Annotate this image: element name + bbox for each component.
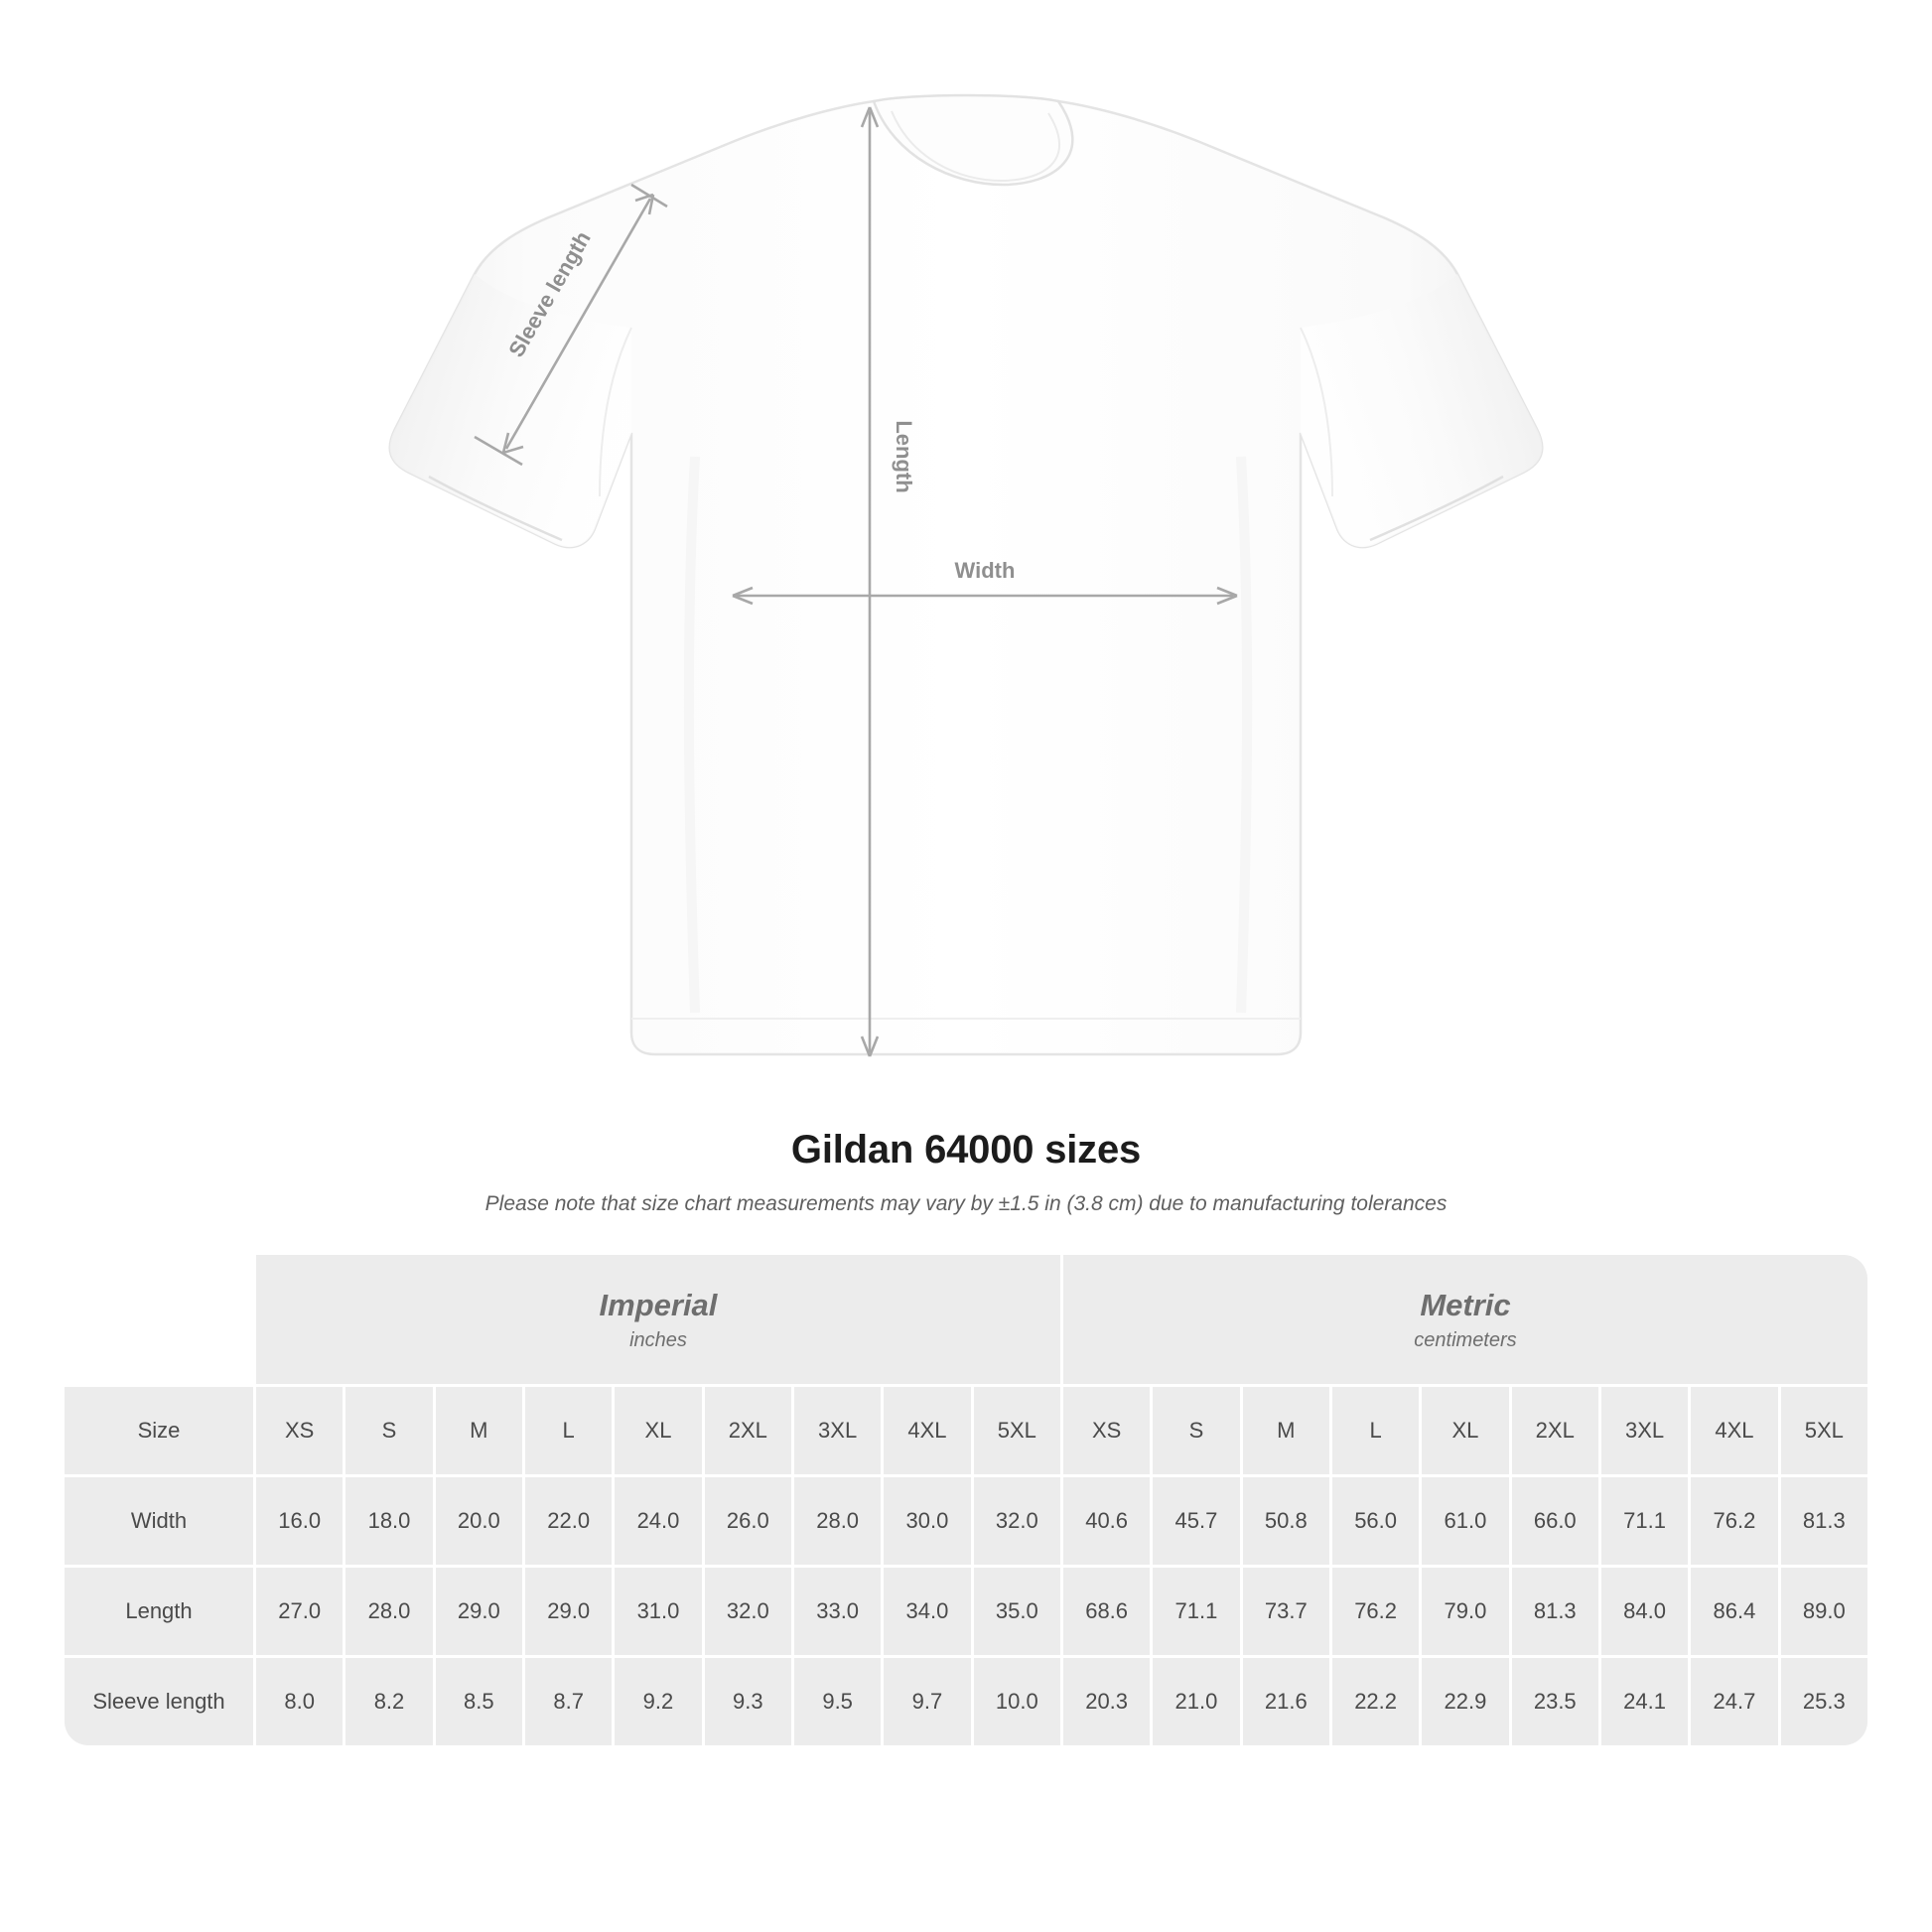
cell-value: 61.0 (1422, 1477, 1508, 1565)
page-title: Gildan 64000 sizes (790, 1128, 1142, 1172)
size-header-cell: XL (615, 1387, 701, 1474)
size-header-cell: 5XL (974, 1387, 1060, 1474)
cell-value: 79.0 (1422, 1568, 1508, 1655)
cell-value: 89.0 (1781, 1568, 1867, 1655)
cell-value: 81.3 (1781, 1477, 1867, 1565)
cell-value: 22.9 (1422, 1658, 1508, 1745)
cell-value: 9.7 (884, 1658, 970, 1745)
size-table (62, 1252, 1870, 1748)
size-header-row (65, 1387, 1867, 1474)
table-row (65, 1658, 1867, 1745)
cell-value: 24.1 (1601, 1658, 1688, 1745)
size-table-wrapper (62, 1252, 1870, 1748)
size-header-label: Size (65, 1387, 253, 1474)
table-row (65, 1568, 1867, 1655)
tolerance-note: Please note that size chart measurements may vary by ±1.5 in (3.8 cm) due to manufacturing tolerances (484, 1192, 1448, 1215)
cell-value: 16.0 (256, 1477, 343, 1565)
cell-value: 22.0 (525, 1477, 612, 1565)
cell-value: 26.0 (705, 1477, 791, 1565)
cell-value: 29.0 (436, 1568, 522, 1655)
size-header-cell: 4XL (884, 1387, 970, 1474)
cell-value: 32.0 (705, 1568, 791, 1655)
cell-value: 28.0 (794, 1477, 881, 1565)
cell-value: 31.0 (615, 1568, 701, 1655)
cell-value: 21.6 (1243, 1658, 1329, 1745)
table-row (65, 1477, 1867, 1565)
label-sleeve-length: Sleeve length (503, 226, 596, 361)
cell-value: 76.2 (1691, 1477, 1777, 1565)
unit-imperial-sub: inches (629, 1329, 687, 1352)
row-label-sleeve-length: Sleeve length (65, 1658, 253, 1745)
cell-value: 8.2 (345, 1658, 432, 1745)
cell-value: 84.0 (1601, 1568, 1688, 1655)
unit-imperial-label: Imperial (599, 1287, 718, 1322)
unit-metric-sub: centimeters (1414, 1329, 1517, 1352)
unit-group-imperial (256, 1255, 1060, 1384)
size-header-cell: L (1332, 1387, 1419, 1474)
cell-value: 45.7 (1153, 1477, 1239, 1565)
cell-value: 50.8 (1243, 1477, 1329, 1565)
cell-value: 68.6 (1063, 1568, 1150, 1655)
label-length: Length (892, 420, 916, 493)
cell-value: 28.0 (345, 1568, 432, 1655)
cell-value: 32.0 (974, 1477, 1060, 1565)
cell-value: 34.0 (884, 1568, 970, 1655)
size-header-cell: 3XL (794, 1387, 881, 1474)
row-label-width: Width (65, 1477, 253, 1565)
cell-value: 8.7 (525, 1658, 612, 1745)
title-block (0, 1128, 1932, 1216)
cell-value: 71.1 (1601, 1477, 1688, 1565)
cell-value: 29.0 (525, 1568, 612, 1655)
cell-value: 81.3 (1512, 1568, 1598, 1655)
size-header-cell: M (1243, 1387, 1329, 1474)
size-header-cell: 2XL (1512, 1387, 1598, 1474)
cell-value: 40.6 (1063, 1477, 1150, 1565)
size-header-cell: 2XL (705, 1387, 791, 1474)
cell-value: 71.1 (1153, 1568, 1239, 1655)
size-header-cell: S (1153, 1387, 1239, 1474)
cell-value: 27.0 (256, 1568, 343, 1655)
size-header-cell: 4XL (1691, 1387, 1777, 1474)
row-label-length: Length (65, 1568, 253, 1655)
size-header-cell: XL (1422, 1387, 1508, 1474)
size-header-cell: 3XL (1601, 1387, 1688, 1474)
corner-cell (65, 1255, 253, 1384)
size-header-cell: L (525, 1387, 612, 1474)
unit-header-row (65, 1255, 1867, 1384)
cell-value: 76.2 (1332, 1568, 1419, 1655)
cell-value: 21.0 (1153, 1658, 1239, 1745)
size-header-cell: 5XL (1781, 1387, 1867, 1474)
cell-value: 9.2 (615, 1658, 701, 1745)
cell-value: 33.0 (794, 1568, 881, 1655)
cell-value: 20.0 (436, 1477, 522, 1565)
size-header-cell: XS (256, 1387, 343, 1474)
cell-value: 56.0 (1332, 1477, 1419, 1565)
cell-value: 24.7 (1691, 1658, 1777, 1745)
cell-value: 66.0 (1512, 1477, 1598, 1565)
cell-value: 24.0 (615, 1477, 701, 1565)
cell-value: 9.3 (705, 1658, 791, 1745)
cell-value: 8.0 (256, 1658, 343, 1745)
unit-group-metric (1063, 1255, 1867, 1384)
cell-value: 20.3 (1063, 1658, 1150, 1745)
cell-value: 35.0 (974, 1568, 1060, 1655)
cell-value: 10.0 (974, 1658, 1060, 1745)
cell-value: 22.2 (1332, 1658, 1419, 1745)
cell-value: 86.4 (1691, 1568, 1777, 1655)
cell-value: 8.5 (436, 1658, 522, 1745)
unit-metric-label: Metric (1420, 1287, 1511, 1322)
size-header-cell: S (345, 1387, 432, 1474)
cell-value: 23.5 (1512, 1658, 1598, 1745)
cell-value: 25.3 (1781, 1658, 1867, 1745)
cell-value: 18.0 (345, 1477, 432, 1565)
size-header-cell: M (436, 1387, 522, 1474)
size-header-cell: XS (1063, 1387, 1150, 1474)
cell-value: 73.7 (1243, 1568, 1329, 1655)
cell-value: 30.0 (884, 1477, 970, 1565)
label-width: Width (954, 558, 1016, 583)
cell-value: 9.5 (794, 1658, 881, 1745)
